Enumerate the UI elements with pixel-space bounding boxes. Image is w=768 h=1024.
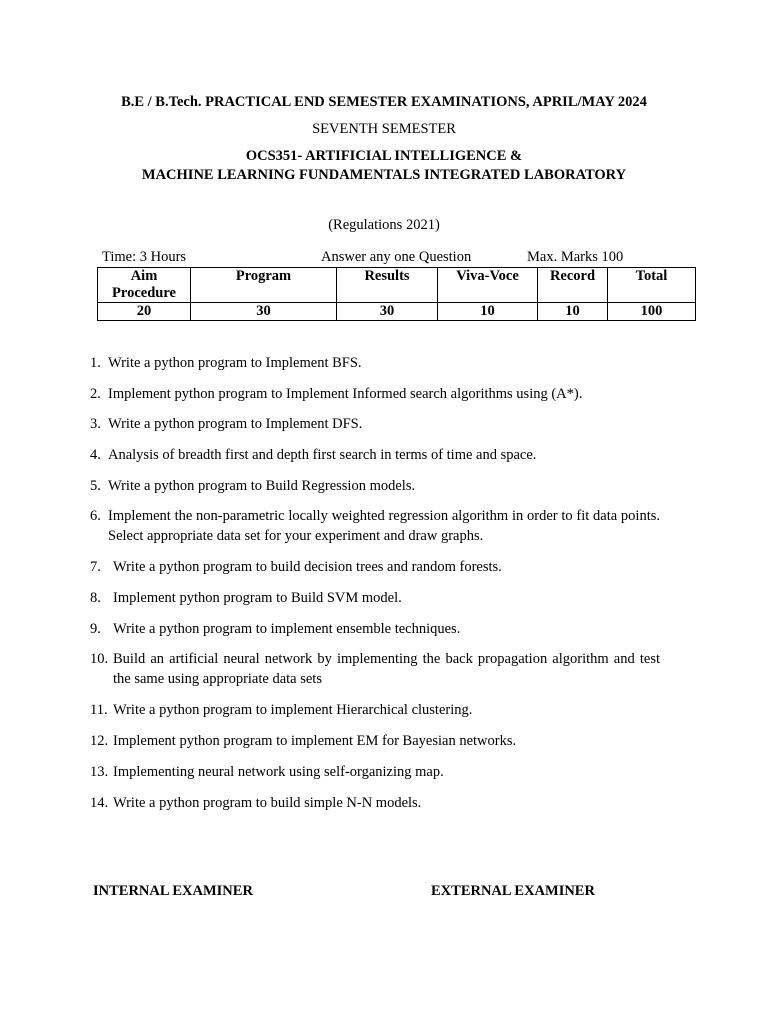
question-number: 12.: [90, 733, 109, 749]
question-text: Write a python program to Build Regression models.: [108, 478, 416, 494]
question-number: 5.: [90, 478, 101, 494]
header-cell: Program: [191, 268, 337, 303]
course-title-line1: OCS351- ARTIFICIAL INTELLIGENCE &: [245, 148, 523, 164]
question-text: Analysis of breadth first and depth first search in terms of time and space.: [108, 447, 537, 463]
marks-header-row: [98, 268, 696, 303]
list-item: [90, 507, 660, 546]
question-number: 13.: [90, 764, 109, 780]
value-cell: 30: [191, 303, 337, 321]
question-text: Implement the non-parametric locally weighted regression algorithm in order to fit data points. Select appropriate data set for your experiment and draw graphs.: [108, 508, 660, 544]
marks-table: [97, 267, 696, 321]
question-number: 7.: [90, 559, 101, 575]
question-number: 14.: [90, 795, 109, 811]
header-cell: Aim Procedure: [98, 268, 191, 303]
external-examiner-label: EXTERNAL EXAMINER: [431, 883, 595, 899]
course-title-line2: MACHINE LEARNING FUNDAMENTALS INTEGRATED LABORATORY: [141, 167, 627, 183]
list-item: [90, 794, 660, 814]
header-cell: Total: [608, 268, 696, 303]
value-cell: 10: [538, 303, 608, 321]
list-item: [90, 650, 660, 689]
value-cell: 20: [98, 303, 191, 321]
question-text: Implementing neural network using self-organizing map.: [113, 764, 444, 780]
list-item: [90, 446, 660, 466]
question-number: 4.: [90, 447, 101, 463]
question-text: Build an artificial neural network by implementing the back propagation algorithm and test the same using appropriate data sets: [113, 651, 660, 687]
list-item: [90, 354, 660, 374]
marks-value-row: [98, 303, 696, 321]
question-text: Write a python program to build simple N-N models.: [113, 795, 422, 811]
time-label: Time: 3 Hours: [102, 249, 187, 265]
exam-title: B.E / B.Tech. PRACTICAL END SEMESTER EXAMINATIONS, APRIL/MAY 2024: [121, 94, 647, 110]
list-item: [90, 732, 660, 752]
list-item: [90, 385, 660, 405]
list-item: [90, 558, 660, 578]
header-cell: Results: [337, 268, 438, 303]
list-item: [90, 415, 660, 435]
question-number: 6.: [90, 508, 101, 524]
question-number: 9.: [90, 621, 101, 637]
value-cell: 10: [438, 303, 538, 321]
instruction-label: Answer any one Question: [321, 249, 472, 265]
question-text: Write a python program to implement Hierarchical clustering.: [113, 702, 473, 718]
question-text: Implement python program to Implement Informed search algorithms using (A*).: [108, 386, 583, 402]
question-text: Implement python program to Build SVM model.: [113, 590, 402, 606]
question-text: Implement python program to implement EM for Bayesian networks.: [113, 733, 517, 749]
question-number: 8.: [90, 590, 101, 606]
question-text: Write a python program to build decision trees and random forests.: [113, 559, 502, 575]
value-cell: 30: [337, 303, 438, 321]
value-cell: 100: [608, 303, 696, 321]
list-item: [90, 620, 660, 640]
semester-label: SEVENTH SEMESTER: [312, 121, 456, 137]
max-marks-label: Max. Marks 100: [527, 249, 624, 265]
internal-examiner-label: INTERNAL EXAMINER: [93, 883, 253, 899]
question-number: 2.: [90, 386, 101, 402]
list-item: [90, 589, 660, 609]
question-text: Write a python program to Implement DFS.: [108, 416, 363, 432]
header-cell: Record: [538, 268, 608, 303]
question-number: 1.: [90, 355, 101, 371]
question-text: Write a python program to implement ensemble techniques.: [113, 621, 461, 637]
question-number: 3.: [90, 416, 101, 432]
list-item: [90, 477, 660, 497]
header-cell: Viva-Voce: [438, 268, 538, 303]
question-text: Write a python program to Implement BFS.: [108, 355, 362, 371]
list-item: [90, 701, 660, 721]
regulations-label: (Regulations 2021): [328, 217, 440, 233]
question-number: 10.: [90, 651, 109, 667]
question-number: 11.: [90, 702, 108, 718]
list-item: [90, 763, 660, 783]
